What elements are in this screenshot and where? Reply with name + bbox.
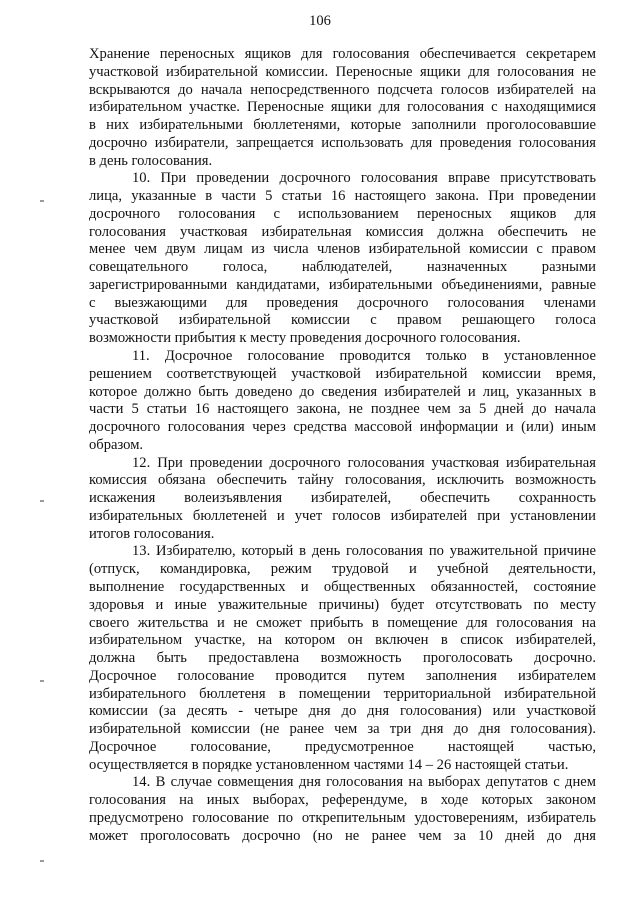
text-line: совещательного голоса, наблюдателей, назначенных разными: [89, 259, 596, 276]
text-line: голосования на иных выборах, референдуме, в ходе которых законом: [89, 792, 596, 809]
body-text: [89, 46, 596, 845]
text-line: избирательном участке, на котором он включен в список избирателей,: [89, 632, 596, 649]
text-line: избирательного бюллетеня в помещении территориальной избирательной: [89, 685, 596, 702]
text-line: досрочно избиратели, запрещается использовать для проведения голосования: [89, 134, 596, 151]
text-line: избирательном участке. Переносные ящики для голосования с находящимися: [89, 99, 596, 116]
text-line: своего жительства и не сможет прибыть в помещение для голосования на: [89, 614, 596, 631]
scan-artifact: [40, 200, 44, 202]
text-line: 13. Избирателю, который в день голосования по уважительной причине: [132, 543, 596, 560]
text-line: искажения волеизъявления избирателей, обеспечить сохранность: [89, 490, 596, 507]
text-line: которое должно быть доведено до сведения избирателей и лиц, указанных в: [89, 383, 596, 400]
text-line: в день голосования.: [89, 152, 213, 169]
text-line: досрочного голосования с использованием переносных ящиков для: [89, 205, 596, 222]
text-line: 11. Досрочное голосование проводится только в установленное: [132, 348, 596, 365]
text-line: голосования участковая избирательная комиссия должна обеспечить не: [89, 223, 596, 240]
text-line: 10. При проведении досрочного голосования вправе присутствовать: [132, 170, 596, 187]
text-line: вскрываются до начала непосредственного подсчета голосов избирателей на: [89, 81, 596, 98]
text-line: участковой избирательной комиссии. Переносные ящики для голосования не: [89, 63, 596, 80]
text-line: с выезжающими для проведения досрочного голосования членами: [89, 294, 596, 311]
text-line: части 5 статьи 16 настоящего закона, не позднее чем за 5 дней до начала: [89, 401, 596, 418]
scan-artifact: [40, 680, 44, 682]
text-line: осуществляется в порядке установленном частями 14 – 26 настоящей статьи.: [89, 756, 569, 773]
text-line: возможности прибытия к месту проведения досрочного голосования.: [89, 330, 521, 347]
scan-artifact: [40, 500, 44, 502]
scan-artifact: [40, 860, 44, 862]
text-line: выполнение государственных и общественных обязанностей, состояние: [89, 578, 596, 595]
text-line: здоровья и иные уважительные причины) будет отсутствовать по месту: [89, 596, 596, 613]
text-line: решением соответствующей участковой избирательной комиссии время,: [89, 365, 596, 382]
text-line: 12. При проведении досрочного голосования участковая избирательная: [132, 454, 596, 471]
text-line: лица, указанные в части 5 статьи 16 настоящего закона. При проведении: [89, 188, 596, 205]
text-line: Хранение переносных ящиков для голосования обеспечивается секретарем: [89, 46, 596, 62]
text-line: менее чем двум лицам из числа членов избирательной комиссии с правом: [89, 241, 596, 258]
text-line: досрочного голосования через средства массовой информации и (или) иным: [89, 419, 596, 436]
text-line: избирательной комиссии (не ранее чем за три дня до дня голосования).: [89, 721, 596, 738]
text-line: образом.: [89, 436, 144, 453]
text-line: может проголосовать досрочно (но не ранее чем за 10 дней до дня: [89, 827, 596, 844]
text-line: Досрочное голосование проводится путем заполнения избирателем: [89, 667, 596, 684]
text-line: (отпуск, командировка, режим трудовой и учебной деятельности,: [89, 561, 596, 578]
text-line: должна быть предоставлена возможность проголосовать досрочно.: [89, 650, 596, 667]
text-line: избирательных бюллетеней и учет голосов избирателей при установлении: [89, 507, 596, 524]
text-line: комиссия обязана обеспечить тайну голосования, исключить возможность: [89, 472, 596, 489]
text-line: в них избирательными бюллетенями, которые заполнили проголосовавшие: [89, 117, 596, 134]
text-line: Досрочное голосование, предусмотренное настоящей частью,: [89, 738, 596, 755]
text-line: комиссии (за десять - четыре дня до дня голосования) или участковой: [89, 703, 596, 720]
text-line: итогов голосования.: [89, 525, 215, 542]
text-line: предусмотрено голосование по открепительным удостоверениям, избиратель: [89, 809, 596, 826]
page-number: 106: [309, 13, 331, 29]
text-line: зарегистрированными кандидатами, избирательными объединениями, равные: [89, 276, 596, 293]
text-line: 14. В случае совмещения дня голосования на выборах депутатов с днем: [132, 774, 596, 791]
text-line: участковой избирательной комиссии с правом решающего голоса: [89, 312, 596, 329]
